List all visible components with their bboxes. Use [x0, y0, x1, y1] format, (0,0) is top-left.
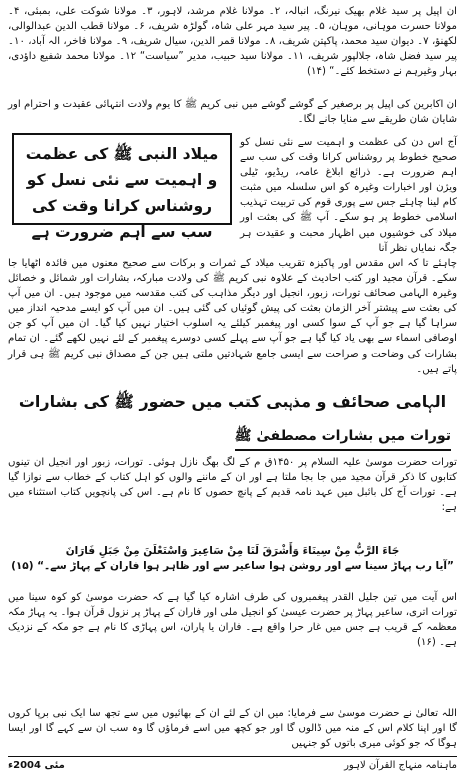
paragraph-celebration: ان اکابرین کی اپیل پر برصغیر کے گوشے گوشے میں نبی کریم ﷺ کا یوم ولادت انتہائی عقیدت و احترام اور شایان شان طریقے سے منایا جانے لگا۔	[8, 99, 457, 126]
footer-magazine-name: ماہنامہ منہاج القرآن لاہور	[344, 760, 457, 771]
paragraph-mountains: اس آیت میں تین جلیل القدر پیغمبروں کی طرف اشارہ کیا گیا ہے کہ حضرت موسیٰ کو کوہ سینا میں تورات اتری، ساعیر پہاڑ پر حضرت عیسیٰ کو انجیل ملی اور فاران کے پہاڑ پر نزول قرآن ہوا۔ یہ پہاڑ مکہ معظمہ کے قریب ہے جس میں غار حرا واقع ہے۔ فاران یا پاران، اس پہاڑی کا نام ہے جو مکہ کے نزدیک ہے۔ (۱۶)	[8, 592, 457, 649]
paragraph-importance: آج اس دن کی عظمت و اہمیت سے نئی نسل کو صحیح خطوط پر روشناس کرانا وقت کی سب سے اہم ضرورت ہے۔ ذرائع ابلاغ عامہ، ریڈیو، ٹیلی ویژن اور اخبارات وغیرہ کو اس سلسلہ میں مثبت کام لینا چاہئے جس سے پوری قوم کی تربیت تہذیب اسلامی خطوط پر ہو سکے۔ آپ ﷺ کی بعثت اور میلاد کی خوشیوں میں اظہار محبت و عقیدت ہر جگہ نمایاں نظر آنا	[240, 137, 457, 254]
page	[8, 4, 457, 774]
paragraph-prophecy: اللہ تعالیٰ نے حضرت موسیٰ سے فرمایا: میں ان کے لئے ان کے بھائیوں میں سے تجھ سا ایک نبی برپا کروں گا اور اپنا کلام اس کے منہ میں ڈالوں گا اور جو کچھ میں اسے فرماؤں گا وہ سب ان سے کہے گا اور ایسا ہوگا کہ جو کوئی میری باتوں کو جنہیں	[8, 708, 457, 750]
subheading-text: تورات میں بشارات مصطفیٰ ﷺ	[234, 428, 451, 444]
quotation-arabic-verse: جَاءَ الرَّبُّ مِنْ سِينَاءَ وَأَشْرَقَ لَنَا مِنْ سَاعِيرَ وَاسْتَعْلَنَ مِنْ جَبَلِ فَارَانَ ”آیا رب پہاڑ سینا سے اور روشن ہوا ساعیر سے اور ظاہر ہوا فاران کے پہاڑ سے۔“ (۱۵)	[11, 545, 454, 573]
pull-quote-box: میلاد النبی ﷺ کی عظمت و اہمیت سے نئی نسل کو روشناس کرانا وقت کی سب سے اہم ضرورت ہے	[12, 133, 232, 225]
footer-divider	[8, 756, 457, 757]
section-subheading	[235, 427, 451, 451]
footer-date: مئی 2004ء	[8, 760, 65, 771]
paragraph-torah: تورات حضرت موسیٰ علیہ السلام پر ۱۴۵۰ق م کے لگ بھگ نازل ہوئی۔ تورات، زبور اور انجیل ان تینوں کتابوں کا ذکر قرآن مجید میں جا بجا ملتا ہے اور ان کے ماننے والوں کو اہل کتاب کے خطاب سے نوازا گیا ہے۔ تورات آج کل بائبل میں عہد نامہ قدیم کے پانچ حصوں کا نام ہے۔ اس کی پانچویں کتاب استثناء میں ہے:	[8, 457, 457, 514]
subheading-underline	[235, 449, 451, 451]
paragraph-signatories: ان اپیل پر سید غلام بھیک نیرنگ، انبالہ، ۲۔ مولانا غلام مرشد، لاہور، ۳۔ مولانا شوکت علی، بمبئی، ۴۔ مولانا حسرت موہانی، موہان، ۵۔ پیر سید مہر علی شاہ، گولڑہ شریف، ۶۔ مولانا قطب الدین عبدالوالی، لکھنؤ، ۷۔ دیوان سید محمد، پاکپتن شریف، ۸۔ مولانا قمر الدین، سیال شریف، ۹۔ مولانا فاخر، الہ آباد، ۱۰۔ پیر سید فضل شاہ، جلالپور شریف، ۱۱۔ مولانا سید حبیب، مدیر ”سیاست“ ۱۲۔ مولانا محمد شفیع داؤدی، بہار وغیرہم نے دستخط کئے۔“ (۱۴)	[8, 6, 458, 78]
section-heading: الہامی صحائف و مذہبی کتب میں حضور ﷺ کی بشارات	[18, 392, 447, 411]
paragraph-scriptures: چاہئے تا کہ اس مقدس اور پاکیزہ تقریب میلاد کے ثمرات و برکات سے صحیح معنوں میں فائدہ اٹھایا جا سکے۔ قرآن مجید اور کتب احادیث کے علاوہ نبی کریم ﷺ کی ولادت مبارکہ، بشارات اور شمائل و خصائل وغیرہ الہامی صحائف تورات، زبور، انجیل اور دیگر مذاہب کی کتب مقدسہ میں موجود ہیں۔ ان میں آپ کی بعثت سے پیشتر آخر الزمان بعثت کی پیش گوئیاں کی گئی ہیں۔ ان میں آپ کو ایسے مدحیہ انداز میں سراہا گیا ہے جو آپ کے سوا کسی اور پیغمبر کیلئے یہ اسلوب اختیار نہیں کیا گیا۔ ان میں آپ کو جن اوصافی اسماء سے بھی یاد کیا گیا ہے جو آپ سے پہلے کسی دوسرے پیغمبر کے لئے نہیں لکھے گئے۔ ان تمام بشارات کی وضاحت و صراحت سے ایسی جامع شہادتیں ملتی ہیں جن کے مصداق نبی کریم ﷺ ہی قرار پاتے ہیں۔	[8, 258, 457, 375]
